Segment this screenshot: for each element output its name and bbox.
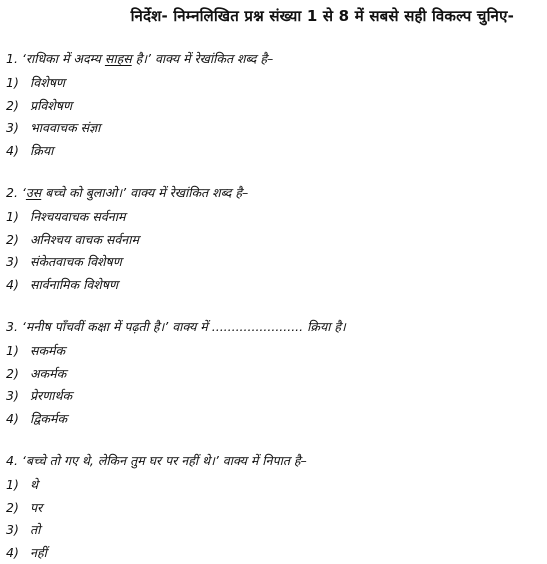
option-number: 2) [6,95,30,118]
option-number: 4) [6,140,30,163]
option-text: प्रेरणार्थक [30,388,72,403]
question-2 [6,182,541,296]
option-text: सार्वनामिक विशेषण [30,277,118,292]
option-number: 1) [6,72,30,95]
question-3 [6,316,541,430]
option-text: सकर्मक [30,343,65,358]
option-1 [6,206,541,229]
option-number: 3) [6,519,30,542]
question-number: 1. [6,51,18,66]
option-text: विशेषण [30,75,65,90]
option-text: तो [30,522,40,537]
option-1 [6,72,541,95]
option-4 [6,408,541,431]
question-stem [6,182,541,204]
underlined-word: साहस [105,51,132,66]
option-number: 4) [6,408,30,431]
option-3 [6,519,541,542]
question-text-pre: ‘राधिका में अदम्य [22,51,105,66]
option-text: थे [30,477,38,492]
option-number: 4) [6,274,30,297]
question-text-pre: ‘मनीष पाँचवीं कक्षा में पढ़ती है।’ वाक्य में ....................... क्रिया है। [22,319,346,334]
option-4 [6,140,541,163]
option-3 [6,251,541,274]
option-2 [6,363,541,386]
option-2 [6,95,541,118]
question-text-post: है।’ वाक्य में रेखांकित शब्द है– [132,51,274,66]
question-text-pre: ‘बच्चे तो गए थे, लेकिन तुम घर पर नहीं थे।’ वाक्य में निपात है– [22,453,307,468]
question-number: 2. [6,185,18,200]
question-text-pre: ‘ [22,185,26,200]
option-text: अकर्मक [30,366,66,381]
option-text: संकेतवाचक विशेषण [30,254,122,269]
option-number: 2) [6,363,30,386]
option-number: 2) [6,497,30,520]
question-1 [6,48,541,162]
option-1 [6,340,541,363]
option-text: द्विकर्मक [30,411,67,426]
option-text: अनिश्चय वाचक सर्वनाम [30,232,139,247]
instruction-heading: निर्देश- निम्नलिखित प्रश्न संख्या 1 से 8 में सबसे सही विकल्प चुनिए- [0,6,547,26]
option-text: भाववाचक संज्ञा [30,120,100,135]
question-stem [6,316,541,338]
option-1 [6,474,541,497]
option-text: निश्चयवाचक सर्वनाम [30,209,125,224]
option-text: पर [30,500,42,515]
option-text: नहीं [30,545,47,560]
option-number: 1) [6,474,30,497]
question-number: 3. [6,319,18,334]
option-number: 3) [6,251,30,274]
option-3 [6,385,541,408]
option-number: 3) [6,385,30,408]
option-2 [6,229,541,252]
option-4 [6,274,541,297]
option-text: क्रिया [30,143,53,158]
option-number: 1) [6,206,30,229]
option-number: 1) [6,340,30,363]
question-number: 4. [6,453,18,468]
option-number: 2) [6,229,30,252]
option-2 [6,497,541,520]
question-stem [6,450,541,472]
option-3 [6,117,541,140]
underlined-word: उस [26,185,41,200]
question-4 [6,450,541,564]
option-number: 4) [6,542,30,564]
question-text-post: बच्चे को बुलाओ।’ वाक्य में रेखांकित शब्द है– [41,185,248,200]
option-number: 3) [6,117,30,140]
option-text: प्रविशेषण [30,98,72,113]
question-stem [6,48,541,70]
